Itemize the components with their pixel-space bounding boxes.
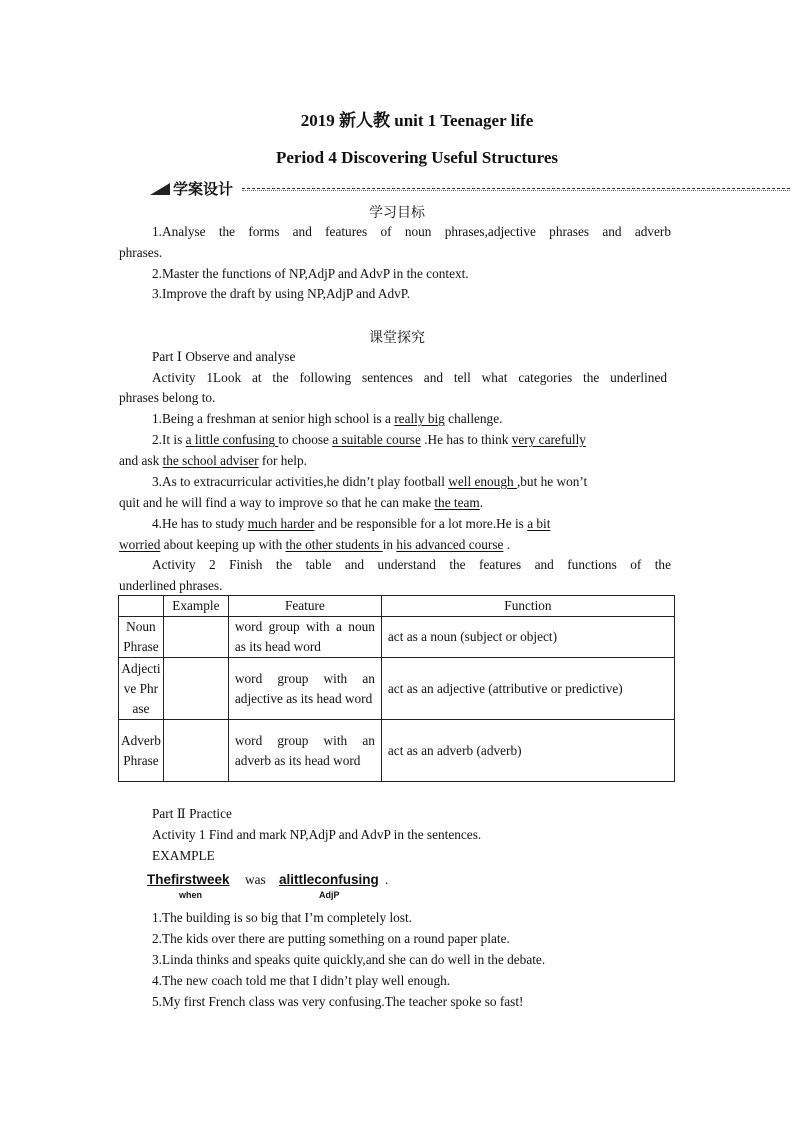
table-header-cell xyxy=(119,596,164,617)
table-header-row xyxy=(119,596,675,617)
example-period: . xyxy=(385,872,389,887)
section-banner xyxy=(150,178,790,200)
objective-2: 2.Master the functions of NP,AdjP and AdvP in the context. xyxy=(152,266,469,281)
sentence-1: 1.Being a freshman at senior high school is a really big challenge. xyxy=(152,411,503,426)
practice-sentence-4: 4.The new coach told me that I didn’t play well enough. xyxy=(152,973,451,988)
table-header-cell: Feature xyxy=(228,596,381,617)
underlined-phrase: well enough xyxy=(448,474,517,489)
dashed-divider xyxy=(242,188,790,189)
underlined-phrase: a bit xyxy=(527,516,551,531)
phrase-type-cell: Adverb Phrase xyxy=(119,720,164,782)
function-cell: act as an adjective (attributive or predictive) xyxy=(381,658,674,720)
example-cell[interactable] xyxy=(163,720,228,782)
objectives-heading: 学习目标 xyxy=(369,205,425,221)
function-cell: act as a noun (subject or object) xyxy=(381,617,674,658)
sentence-2-cont: and ask the school adviser for help. xyxy=(119,453,307,468)
underlined-phrase: very carefully xyxy=(511,432,586,447)
example-cell[interactable] xyxy=(163,617,228,658)
triangle-icon xyxy=(150,183,170,195)
page-subtitle: Period 4 Discovering Useful Structures xyxy=(275,148,559,167)
sentence-3-cont: quit and he will find a way to improve so that he can make the team. xyxy=(119,495,484,510)
activity1-instruction: Activity 1Look at the following sentences and tell what categories the underlined xyxy=(152,370,667,385)
example-verb: was xyxy=(245,872,266,887)
table-row xyxy=(119,720,675,782)
sentence-3: 3.As to extracurricular activities,he didn’t play football well enough ,but he won’t xyxy=(152,474,588,489)
underlined-phrase: the team xyxy=(434,495,480,510)
practice-sentence-3: 3.Linda thinks and speaks quite quickly,and she can do well in the debate. xyxy=(152,952,546,967)
table-header-cell: Function xyxy=(381,596,674,617)
table-header-cell: Example xyxy=(163,596,228,617)
underlined-phrase: really big xyxy=(394,411,445,426)
page-title: 2019 新人教 unit 1 Teenager life xyxy=(300,111,534,130)
function-cell: act as an adverb (adverb) xyxy=(381,720,674,782)
underlined-phrase: the school adviser xyxy=(162,453,259,468)
feature-cell: word group with an adverb as its head word xyxy=(228,720,381,782)
activity1-instruction-cont: phrases belong to. xyxy=(119,390,216,405)
underlined-phrase: a suitable course xyxy=(332,432,421,447)
objective-1: 1.Analyse the forms and features of noun phrases,adjective phrases and adverb xyxy=(152,224,671,239)
feature-cell: word group with a noun as its head word xyxy=(228,617,381,658)
practice-activity1: Activity 1 Find and mark NP,AdjP and AdvP in the sentences. xyxy=(152,827,482,842)
part1-title: Part Ⅰ Observe and analyse xyxy=(152,349,296,364)
underlined-phrase: much harder xyxy=(247,516,315,531)
underlined-phrase: the other students xyxy=(285,537,383,552)
table-row xyxy=(119,658,675,720)
part2-title: Part Ⅱ Practice xyxy=(152,806,232,821)
example-label: EXAMPLE xyxy=(152,848,215,863)
example-np-label: when xyxy=(179,890,203,900)
sentence-4-cont: worried about keeping up with the other students in his advanced course . xyxy=(119,537,511,552)
activity2-instruction: Activity 2 Finish the table and understand the features and functions of the xyxy=(152,557,671,572)
example-cell[interactable] xyxy=(163,658,228,720)
phrase-table xyxy=(118,595,675,782)
underlined-phrase: a little confusing xyxy=(185,432,279,447)
example-adjp-label: AdjP xyxy=(319,890,340,900)
example-adjp: alittleconfusing xyxy=(279,872,379,887)
underlined-phrase: his advanced course xyxy=(396,537,504,552)
objective-3: 3.Improve the draft by using NP,AdjP and AdvP. xyxy=(152,286,411,301)
underlined-phrase: worried xyxy=(119,537,161,552)
objective-1-cont: phrases. xyxy=(119,245,163,260)
practice-sentence-1: 1.The building is so big that I’m completely lost. xyxy=(152,910,412,925)
example-np: Thefirstweek xyxy=(147,872,230,887)
phrase-type-cell: Noun Phrase xyxy=(119,617,164,658)
explore-heading: 课堂探究 xyxy=(369,330,425,346)
feature-cell: word group with an adjective as its head word xyxy=(228,658,381,720)
activity2-instruction-cont: underlined phrases. xyxy=(119,578,223,593)
practice-sentence-2: 2.The kids over there are putting something on a round paper plate. xyxy=(152,931,510,946)
sentence-2: 2.It is a little confusing to choose a suitable course .He has to think very carefully xyxy=(152,432,586,447)
phrase-type-cell: Adjective Phrase xyxy=(119,658,164,720)
sentence-4: 4.He has to study much harder and be responsible for a lot more.He is a bit xyxy=(152,516,551,531)
practice-sentence-5: 5.My first French class was very confusing.The teacher spoke so fast! xyxy=(152,994,524,1009)
banner-label: 学案设计 xyxy=(173,180,234,198)
table-row xyxy=(119,617,675,658)
